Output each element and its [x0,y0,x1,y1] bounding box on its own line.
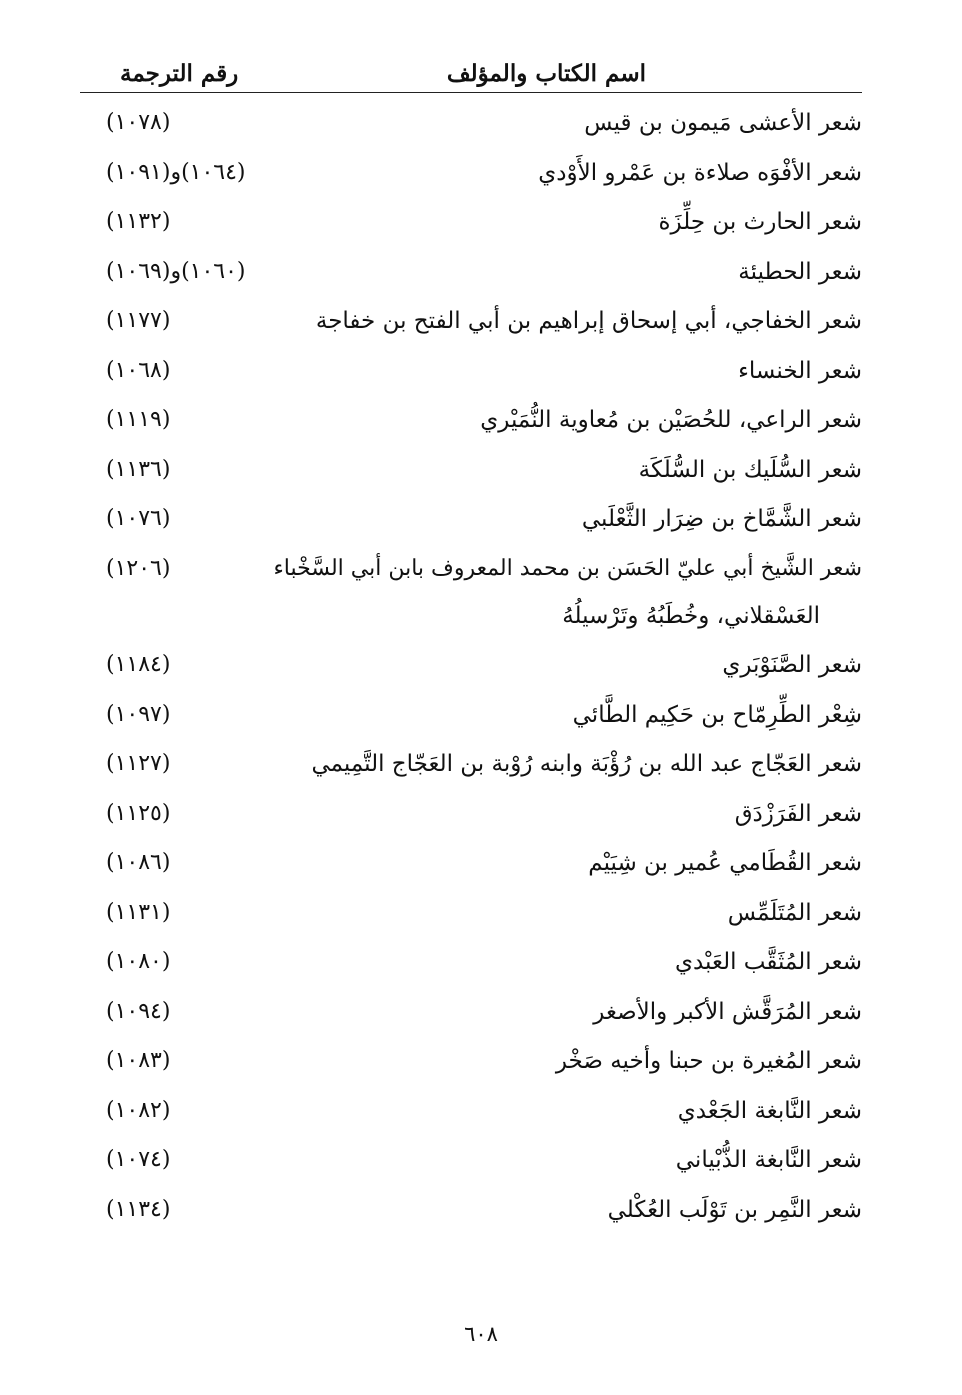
entry-title: شعر المُتَلَمِّس [727,899,862,926]
entry-number: (١١١٩) [106,407,171,432]
entry-title: شعر القُطَامي عُمير بن شِيَيْم [588,850,862,876]
entry-number: (١٠٩٤) [106,998,171,1024]
list-item [80,301,862,351]
list-item [80,992,862,1042]
entry-number: (١١٢٥) [106,800,171,826]
list-item [80,499,862,549]
entry-title: شعر الحارث بن حِلِّزَة [658,209,862,235]
list-item [80,1091,862,1141]
entry-title: شِعْر الطِّرِمّاح بن حَكِيم الطَّائي [572,701,862,728]
header-title: اسم الكتاب والمؤلف [446,60,646,87]
entry-number: (١١٣١) [106,899,171,925]
entry-title: شعر الراعي، للحُصَيْن بن مُعاوية النُّمَيْري [480,407,862,433]
list-item [80,695,862,745]
list-item [80,1190,862,1240]
page-number: ٦٠٨ [464,1322,498,1346]
list-item [80,1041,862,1091]
list-item [80,549,862,646]
entry-title: شعر النَّمِر بن تَوْلَب العُكْلي [607,1196,862,1223]
list-item [80,153,862,203]
entry-title-continuation: العَسْقلاني، وخُطَبُهُ وتَرْسيلُهُ [562,602,820,629]
entry-title: شعر العَجّاج عبد الله بن رُؤْبَة وابنه رُوْبة بن العَجّاج التَّمِيمي [311,751,862,777]
list-item [80,794,862,844]
entry-number: (١٠٨٠) [106,949,171,974]
entry-number: (١٠٧٨) [106,110,171,135]
table-header [80,52,862,92]
entry-number: (١٠٨٢) [106,1097,171,1123]
entry-number: (١٠٩٧) [106,701,171,727]
entry-number: (١٠٦٤)و(١٠٩١) [106,159,246,185]
entry-number: (١٠٨٣) [106,1048,171,1073]
list-item [80,893,862,943]
entry-number: (١٠٧٤) [106,1147,171,1172]
header-rule [80,92,862,93]
entry-number: (١١٣٤) [106,1196,171,1222]
entry-title: شعر المُثَقَّب العَبْدي [674,949,862,975]
entry-title: شعر الخفاجي، أبي إسحاق إبراهيم بن أبي الفتح بن خفاجة [315,308,862,334]
list-item [80,450,862,500]
entry-title: شعر الشَّيخ أبي عليّ الحَسَن بن محمد المعروف بابن أبي السَّخْباء [273,555,862,581]
entry-title: شعر السُّلَيك بن السُّلَكَة [638,456,862,483]
entry-title: شعر النَّابغة الذُّبْياني [675,1147,862,1173]
entry-number: (١٠٦٨) [106,357,171,383]
header-number-label: رقم الترجمة [120,60,239,87]
list-item [80,645,862,695]
list-item [80,103,862,153]
entry-number: (١١٣٢) [106,209,171,234]
entry-title: شعر الخنساء [738,357,862,384]
entry-title: شعر المُرَقَّش الأكبر والأصغر [593,998,862,1025]
entry-number: (١١٧٧) [106,308,171,333]
entry-number: (١١٣٦) [106,456,171,482]
entry-title: شعر الصَّنَوْبَري [722,652,862,678]
entry-title: شعر النَّابغة الجَعْدي [677,1097,862,1124]
entry-number: (١٢٠٦) [106,555,171,581]
entry-number: (١٠٧٦) [106,506,171,531]
list-item [80,942,862,992]
entry-number: (١٠٦٠)و(١٠٦٩) [106,258,246,284]
entry-number: (١١٢٧) [106,751,171,776]
list-item [80,843,862,893]
entry-title: شعر الشَّمَّاخ بن ضِرَار الثَّعْلَبي [581,506,862,532]
entry-title: شعر الحطيئة [738,258,862,285]
entry-title: شعر الأعشى مَيمون بن قيس [584,110,862,136]
list-item [80,351,862,401]
entry-title: شعر الأفْوَه صلاءة بن عَمْرو الأَوْدي [538,159,862,186]
list-item [80,744,862,794]
entry-number: (١٠٨٦) [106,850,171,875]
entry-title: شعر المُغيرة بن حبنا وأخيه صَخْر [555,1048,862,1074]
entry-title: شعر الفَرَزْدَق [734,800,862,827]
list-item [80,252,862,302]
list-item [80,202,862,252]
list-item [80,400,862,450]
list-item [80,1140,862,1190]
entry-number: (١١٨٤) [106,652,171,677]
